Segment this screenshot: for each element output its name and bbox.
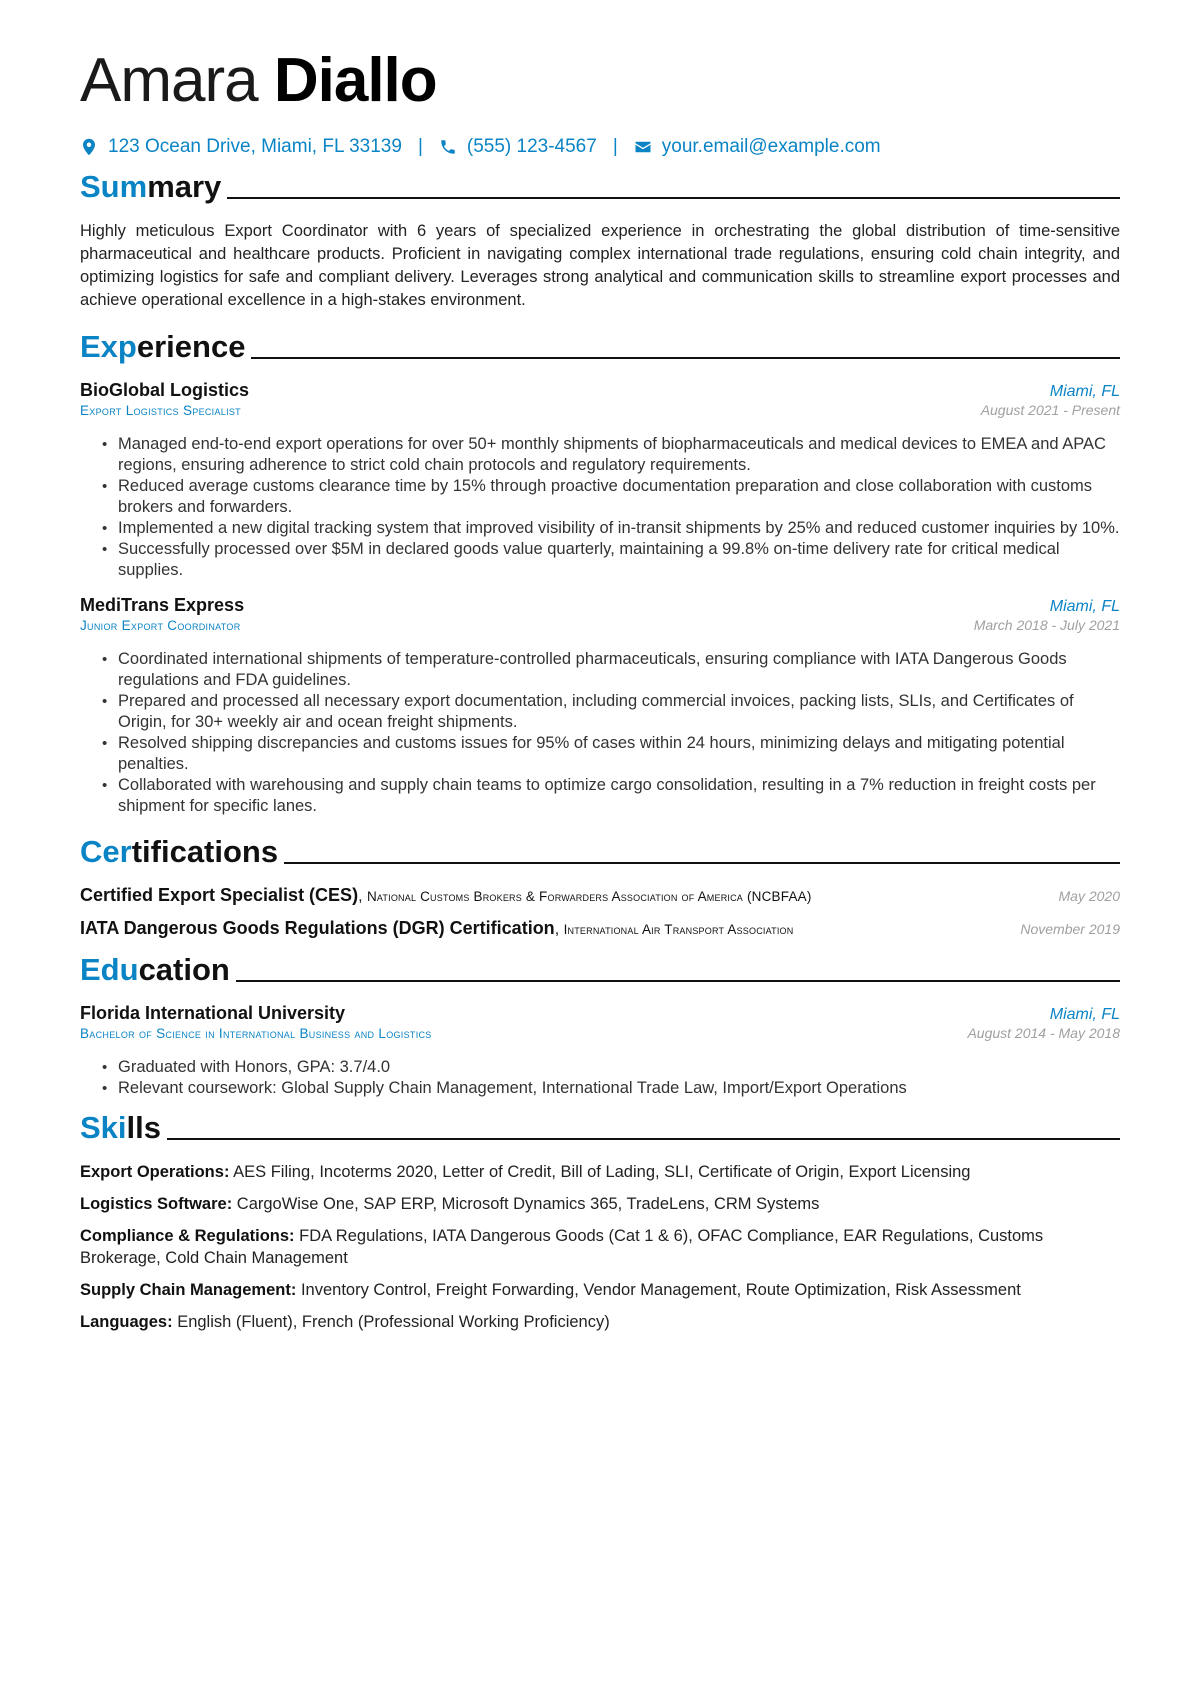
envelope-icon	[634, 137, 652, 157]
phone-icon	[439, 137, 457, 157]
education-heading: Education	[80, 949, 1120, 989]
employer-name: MediTrans Express	[80, 595, 245, 615]
list-item: • Managed end-to-end export operations for over 50+ monthly shipments of biopharmaceuticals and medical devices to EMEA and APAC regions, ensuring adherence to strict cold chain protocols and regulatory requirements.	[104, 434, 1120, 476]
first-name: Amara	[80, 46, 258, 115]
skill-items: CargoWise One, SAP ERP, Microsoft Dynamics 365, TradeLens, CRM Systems	[236, 1195, 820, 1213]
list-item: • Relevant coursework: Global Supply Chain Management, International Trade Law, Import/Export Operations	[104, 1078, 1120, 1099]
job-bullets	[80, 434, 1120, 581]
phone-text: (555) 123-4567	[466, 136, 597, 157]
contact-address	[80, 136, 402, 158]
skill-items: FDA Regulations, IATA Dangerous Goods (Cat 1 & 6), OFAC Compliance, EAR Regulations, Customs Brokerage, Cold Chain Management	[80, 1227, 1044, 1267]
contact-separator: |	[612, 136, 618, 157]
resume-page	[80, 0, 1120, 1333]
experience-entry	[80, 595, 1120, 817]
employer-name: BioGlobal Logistics	[80, 380, 250, 400]
contact-separator: |	[417, 136, 423, 157]
job-location: Miami, FL	[1049, 383, 1120, 400]
certification-item: IATA Dangerous Goods Regulations (DGR) Certification, International Air Transport Association November 2019	[80, 918, 1120, 938]
list-item: • Implemented a new digital tracking system that improved visibility of in-transit shipments by 25% and reduced customer inquiries by 10%.	[104, 518, 1120, 539]
job-bullets	[80, 649, 1120, 817]
section-rule	[236, 980, 1120, 982]
skill-category: Supply Chain Management:	[80, 1281, 297, 1299]
certifications-heading: Certifications	[80, 831, 1120, 871]
certification-issuer: National Customs Brokers & Forwarders Association of America (NCBFAA)	[366, 889, 812, 904]
email-link[interactable]: your.email@example.com	[661, 136, 881, 157]
skill-row	[80, 1279, 1120, 1301]
list-item: • Resolved shipping discrepancies and customs issues for 95% of cases within 24 hours, minimizing delays and mitigating potential penalties.	[104, 733, 1120, 775]
skill-category: Languages:	[80, 1313, 173, 1331]
job-title: Export Logistics Specialist	[80, 403, 241, 418]
degree-name: Bachelor of Science in International Business and Logistics	[80, 1026, 432, 1041]
skill-items: English (Fluent), French (Professional Working Proficiency)	[177, 1313, 610, 1331]
skill-row	[80, 1193, 1120, 1215]
skill-category: Logistics Software:	[80, 1195, 233, 1213]
skill-category: Compliance & Regulations:	[80, 1227, 295, 1245]
school-location: Miami, FL	[1049, 1006, 1120, 1023]
list-item: • Successfully processed over $5M in declared goods value quarterly, maintaining a 99.8% on-time delivery rate for critical medical supplies.	[104, 539, 1120, 581]
skills-heading: Skills	[80, 1107, 1120, 1147]
school-name: Florida International University	[80, 1003, 346, 1023]
list-item: • Collaborated with warehousing and supply chain teams to optimize cargo consolidation, resulting in a 7% reduction in freight costs per shipment for specific lanes.	[104, 775, 1120, 817]
contact-bar	[80, 134, 1120, 160]
education-dates: August 2014 - May 2018	[967, 1025, 1120, 1041]
job-location: Miami, FL	[1049, 598, 1120, 615]
education-entry	[80, 1003, 1120, 1099]
list-item: • Graduated with Honors, GPA: 3.7/4.0	[104, 1057, 1120, 1078]
section-rule	[167, 1138, 1120, 1140]
certification-issuer: International Air Transport Association	[563, 922, 794, 937]
job-title: Junior Export Coordinator	[80, 618, 241, 633]
skill-row	[80, 1311, 1120, 1333]
address-text: 123 Ocean Drive, Miami, FL 33139	[108, 136, 402, 157]
skill-category: Export Operations:	[80, 1163, 230, 1181]
job-dates: March 2018 - July 2021	[973, 617, 1120, 633]
resume-name	[80, 46, 1120, 116]
certification-date: November 2019	[1020, 921, 1120, 937]
certification-date: May 2020	[1058, 888, 1120, 904]
summary-heading: Summary	[80, 166, 1120, 206]
skill-items: Inventory Control, Freight Forwarding, Vendor Management, Route Optimization, Risk Assessment	[300, 1281, 1021, 1299]
education-bullets	[80, 1057, 1120, 1099]
skill-items: AES Filing, Incoterms 2020, Letter of Credit, Bill of Lading, SLI, Certificate of Origin, Export Licensing	[233, 1163, 971, 1181]
section-rule	[251, 357, 1120, 359]
certification-name: IATA Dangerous Goods Regulations (DGR) Certification	[80, 918, 555, 938]
last-name: Diallo	[273, 46, 437, 115]
list-item: • Prepared and processed all necessary export documentation, including commercial invoices, packing lists, SLIs, and Certificates of Origin, for 30+ weekly air and ocean freight shipments.	[104, 691, 1120, 733]
summary-text: Highly meticulous Export Coordinator with 6 years of specialized experience in orchestrating the global distribution of time-sensitive pharmaceutical and healthcare products. Proficient in navigating complex international trade regulations, ensuring cold chain integrity, and optimizing logistics for safe and compliant delivery. Leverages strong analytical and communication skills to streamline export processes and achieve operational excellence in a high-stakes environment.	[80, 222, 1120, 309]
section-rule	[284, 862, 1120, 864]
job-dates: August 2021 - Present	[980, 402, 1120, 418]
certification-item: Certified Export Specialist (CES), National Customs Brokers & Forwarders Association of America (NCBFAA) May 2020	[80, 885, 1120, 905]
map-pin-icon	[80, 137, 98, 157]
list-item: • Reduced average customs clearance time by 15% through proactive documentation preparation and close collaboration with customs brokers and forwarders.	[104, 476, 1120, 518]
certification-name: Certified Export Specialist (CES)	[80, 885, 359, 905]
skill-row	[80, 1161, 1120, 1183]
experience-entry	[80, 380, 1120, 581]
skill-row	[80, 1225, 1120, 1269]
contact-email[interactable]	[634, 136, 881, 158]
contact-phone[interactable]	[439, 136, 597, 158]
experience-heading: Experience	[80, 326, 1120, 366]
list-item: • Coordinated international shipments of temperature-controlled pharmaceuticals, ensuring compliance with IATA Dangerous Goods regulations and FDA guidelines.	[104, 649, 1120, 691]
section-rule	[227, 197, 1120, 199]
